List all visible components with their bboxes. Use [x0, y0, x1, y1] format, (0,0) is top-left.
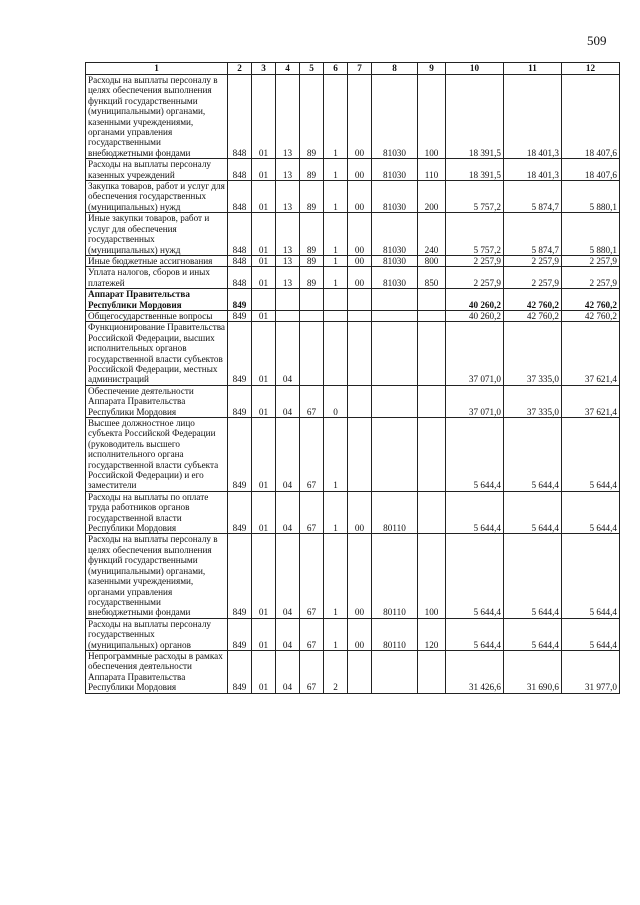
section-code: 01 — [252, 491, 276, 534]
amount-col-10: 40 260,2 — [446, 310, 504, 321]
expense-type-code — [418, 650, 446, 693]
amount-col-11: 2 257,9 — [504, 267, 562, 289]
program-code: 89 — [300, 255, 324, 266]
row-name: Закупка товаров, работ и услуг для обеспечения государственных (муниципальных) нужд — [86, 181, 228, 213]
row-name: Функционирование Правительства Российской Федерации, высших исполнительных органов государственной власти субъектов Российской Федерации, местных администраций — [86, 322, 228, 385]
subsection-code — [276, 310, 300, 321]
ministry-code: 849 — [228, 618, 252, 650]
program-code: 89 — [300, 181, 324, 213]
row-name: Уплата налогов, сборов и иных платежей — [86, 267, 228, 289]
measure-code: 00 — [348, 213, 372, 256]
subprogram-code: 1 — [324, 213, 348, 256]
amount-col-12: 18 407,6 — [562, 75, 620, 159]
section-code: 01 — [252, 75, 276, 159]
amount-col-12: 42 760,2 — [562, 289, 620, 311]
section-code: 01 — [252, 534, 276, 618]
amount-col-11: 5 874,7 — [504, 213, 562, 256]
subsection-code: 04 — [276, 418, 300, 492]
subprogram-code: 1 — [324, 181, 348, 213]
table-row — [86, 418, 620, 492]
measure-code — [348, 418, 372, 492]
row-name: Расходы на выплаты персоналу государственных (муниципальных) органов — [86, 618, 228, 650]
direction-code — [372, 289, 418, 311]
amount-col-12: 37 621,4 — [562, 322, 620, 385]
table-row — [86, 289, 620, 311]
program-code: 89 — [300, 75, 324, 159]
direction-code: 81030 — [372, 75, 418, 159]
expense-type-code: 800 — [418, 255, 446, 266]
subprogram-code: 2 — [324, 650, 348, 693]
expense-type-code: 850 — [418, 267, 446, 289]
program-code — [300, 289, 324, 311]
expense-type-code — [418, 289, 446, 311]
amount-col-12: 5 880,1 — [562, 181, 620, 213]
header-cell: 5 — [300, 63, 324, 75]
program-code — [300, 322, 324, 385]
section-code: 01 — [252, 255, 276, 266]
program-code: 89 — [300, 159, 324, 181]
program-code: 67 — [300, 418, 324, 492]
amount-col-11: 5 644,4 — [504, 491, 562, 534]
subsection-code: 04 — [276, 534, 300, 618]
subprogram-code — [324, 289, 348, 311]
ministry-code: 848 — [228, 213, 252, 256]
amount-col-12: 42 760,2 — [562, 310, 620, 321]
row-name: Иные бюджетные ассигнования — [86, 255, 228, 266]
direction-code: 80110 — [372, 534, 418, 618]
section-code: 01 — [252, 159, 276, 181]
amount-col-11: 5 644,4 — [504, 418, 562, 492]
header-cell: 2 — [228, 63, 252, 75]
amount-col-11: 5 874,7 — [504, 181, 562, 213]
section-code: 01 — [252, 322, 276, 385]
row-name: Расходы на выплаты персоналу казенных учреждений — [86, 159, 228, 181]
amount-col-12: 31 977,0 — [562, 650, 620, 693]
ministry-code: 849 — [228, 418, 252, 492]
amount-col-12: 5 644,4 — [562, 534, 620, 618]
subprogram-code — [324, 310, 348, 321]
amount-col-10: 5 757,2 — [446, 181, 504, 213]
amount-col-12: 37 621,4 — [562, 385, 620, 417]
program-code — [300, 310, 324, 321]
measure-code: 00 — [348, 255, 372, 266]
amount-col-11: 18 401,3 — [504, 75, 562, 159]
row-name: Непрограммные расходы в рамках обеспечения деятельности Аппарата Правительства Республики Мордовия — [86, 650, 228, 693]
subsection-code — [276, 289, 300, 311]
measure-code: 00 — [348, 159, 372, 181]
header-cell: 10 — [446, 63, 504, 75]
direction-code — [372, 310, 418, 321]
header-cell: 3 — [252, 63, 276, 75]
direction-code: 81030 — [372, 159, 418, 181]
direction-code — [372, 322, 418, 385]
section-code: 01 — [252, 618, 276, 650]
table-row — [86, 534, 620, 618]
expense-type-code — [418, 491, 446, 534]
ministry-code: 848 — [228, 75, 252, 159]
amount-col-10: 5 757,2 — [446, 213, 504, 256]
direction-code — [372, 650, 418, 693]
expense-type-code: 120 — [418, 618, 446, 650]
ministry-code: 849 — [228, 491, 252, 534]
measure-code: 00 — [348, 181, 372, 213]
amount-col-12: 5 644,4 — [562, 618, 620, 650]
amount-col-11: 18 401,3 — [504, 159, 562, 181]
header-cell: 6 — [324, 63, 348, 75]
header-cell: 1 — [86, 63, 228, 75]
amount-col-12: 18 407,6 — [562, 159, 620, 181]
expense-type-code — [418, 310, 446, 321]
measure-code: 00 — [348, 75, 372, 159]
ministry-code: 849 — [228, 289, 252, 311]
header-cell: 11 — [504, 63, 562, 75]
direction-code — [372, 418, 418, 492]
subsection-code: 13 — [276, 267, 300, 289]
row-name: Расходы на выплаты по оплате труда работников органов государственной власти Республики Мордовия — [86, 491, 228, 534]
measure-code — [348, 322, 372, 385]
amount-col-10: 18 391,5 — [446, 75, 504, 159]
subprogram-code: 1 — [324, 618, 348, 650]
table-row — [86, 618, 620, 650]
subsection-code: 13 — [276, 181, 300, 213]
amount-col-10: 2 257,9 — [446, 255, 504, 266]
expense-type-code: 100 — [418, 75, 446, 159]
amount-col-10: 37 071,0 — [446, 322, 504, 385]
ministry-code: 848 — [228, 181, 252, 213]
program-code: 67 — [300, 650, 324, 693]
subsection-code: 04 — [276, 385, 300, 417]
subsection-code: 04 — [276, 618, 300, 650]
measure-code — [348, 289, 372, 311]
table-row — [86, 322, 620, 385]
expense-type-code — [418, 385, 446, 417]
expense-type-code: 100 — [418, 534, 446, 618]
section-code — [252, 289, 276, 311]
row-name: Аппарат Правительства Республики Мордовия — [86, 289, 228, 311]
expense-type-code — [418, 418, 446, 492]
direction-code: 81030 — [372, 181, 418, 213]
row-name: Общегосударственные вопросы — [86, 310, 228, 321]
subsection-code: 04 — [276, 491, 300, 534]
amount-col-10: 40 260,2 — [446, 289, 504, 311]
amount-col-10: 5 644,4 — [446, 618, 504, 650]
header-cell: 4 — [276, 63, 300, 75]
subsection-code: 13 — [276, 255, 300, 266]
expense-type-code — [418, 322, 446, 385]
measure-code — [348, 310, 372, 321]
header-row — [86, 63, 620, 75]
subprogram-code: 1 — [324, 75, 348, 159]
direction-code: 81030 — [372, 213, 418, 256]
table-row — [86, 650, 620, 693]
amount-col-10: 5 644,4 — [446, 491, 504, 534]
ministry-code: 848 — [228, 159, 252, 181]
header-cell: 12 — [562, 63, 620, 75]
ministry-code: 849 — [228, 385, 252, 417]
row-name: Иные закупки товаров, работ и услуг для обеспечения государственных (муниципальных) нужд — [86, 213, 228, 256]
subsection-code: 13 — [276, 213, 300, 256]
measure-code: 00 — [348, 534, 372, 618]
amount-col-12: 5 880,1 — [562, 213, 620, 256]
table-row — [86, 255, 620, 266]
row-name: Расходы на выплаты персоналу в целях обеспечения выполнения функций государственными (муниципальными) органами, казенными учреждениями, органами управления государственными внебюджетными фондами — [86, 534, 228, 618]
program-code: 89 — [300, 213, 324, 256]
measure-code: 00 — [348, 491, 372, 534]
subprogram-code: 1 — [324, 534, 348, 618]
section-code: 01 — [252, 650, 276, 693]
expense-type-code: 110 — [418, 159, 446, 181]
amount-col-11: 42 760,2 — [504, 289, 562, 311]
amount-col-10: 31 426,6 — [446, 650, 504, 693]
direction-code — [372, 385, 418, 417]
table-row — [86, 267, 620, 289]
subprogram-code: 1 — [324, 159, 348, 181]
direction-code: 80110 — [372, 618, 418, 650]
amount-col-10: 5 644,4 — [446, 418, 504, 492]
subprogram-code: 0 — [324, 385, 348, 417]
row-name: Высшее должностное лицо субъекта Российской Федерации (руководитель высшего исполнительного органа государственной власти субъекта Российской Федерации) и его заместители — [86, 418, 228, 492]
page-number: 509 — [587, 33, 607, 48]
amount-col-11: 31 690,6 — [504, 650, 562, 693]
amount-col-12: 2 257,9 — [562, 255, 620, 266]
ministry-code: 849 — [228, 310, 252, 321]
table-row — [86, 213, 620, 256]
table-row — [86, 385, 620, 417]
direction-code: 81030 — [372, 267, 418, 289]
ministry-code: 848 — [228, 255, 252, 266]
program-code: 67 — [300, 618, 324, 650]
amount-col-12: 5 644,4 — [562, 418, 620, 492]
ministry-code: 849 — [228, 534, 252, 618]
header-cell: 9 — [418, 63, 446, 75]
row-name: Расходы на выплаты персоналу в целях обеспечения выполнения функций государственными (муниципальными) органами, казенными учреждениями, органами управления государственными внебюджетными фондами — [86, 75, 228, 159]
subsection-code: 04 — [276, 650, 300, 693]
section-code: 01 — [252, 213, 276, 256]
budget-table — [85, 62, 620, 694]
amount-col-12: 5 644,4 — [562, 491, 620, 534]
amount-col-10: 37 071,0 — [446, 385, 504, 417]
program-code: 89 — [300, 267, 324, 289]
amount-col-10: 18 391,5 — [446, 159, 504, 181]
measure-code — [348, 650, 372, 693]
direction-code: 81030 — [372, 255, 418, 266]
program-code: 67 — [300, 385, 324, 417]
section-code: 01 — [252, 181, 276, 213]
amount-col-12: 2 257,9 — [562, 267, 620, 289]
section-code: 01 — [252, 385, 276, 417]
measure-code: 00 — [348, 618, 372, 650]
subsection-code: 04 — [276, 322, 300, 385]
table-row — [86, 159, 620, 181]
table-body — [86, 75, 620, 694]
amount-col-11: 2 257,9 — [504, 255, 562, 266]
measure-code: 00 — [348, 267, 372, 289]
amount-col-11: 5 644,4 — [504, 618, 562, 650]
expense-type-code: 200 — [418, 181, 446, 213]
table-row — [86, 75, 620, 159]
ministry-code: 849 — [228, 650, 252, 693]
row-name: Обеспечение деятельности Аппарата Правительства Республики Мордовия — [86, 385, 228, 417]
subprogram-code: 1 — [324, 418, 348, 492]
expense-type-code: 240 — [418, 213, 446, 256]
amount-col-10: 2 257,9 — [446, 267, 504, 289]
section-code: 01 — [252, 418, 276, 492]
section-code: 01 — [252, 310, 276, 321]
amount-col-11: 42 760,2 — [504, 310, 562, 321]
table-row — [86, 491, 620, 534]
program-code: 67 — [300, 534, 324, 618]
amount-col-11: 5 644,4 — [504, 534, 562, 618]
subprogram-code: 1 — [324, 255, 348, 266]
program-code: 67 — [300, 491, 324, 534]
amount-col-10: 5 644,4 — [446, 534, 504, 618]
direction-code: 80110 — [372, 491, 418, 534]
header-cell: 8 — [372, 63, 418, 75]
subsection-code: 13 — [276, 75, 300, 159]
table-row — [86, 181, 620, 213]
header-cell: 7 — [348, 63, 372, 75]
subprogram-code: 1 — [324, 267, 348, 289]
section-code: 01 — [252, 267, 276, 289]
ministry-code: 848 — [228, 267, 252, 289]
subprogram-code — [324, 322, 348, 385]
table-row — [86, 310, 620, 321]
measure-code — [348, 385, 372, 417]
amount-col-11: 37 335,0 — [504, 322, 562, 385]
subsection-code: 13 — [276, 159, 300, 181]
subprogram-code: 1 — [324, 491, 348, 534]
ministry-code: 849 — [228, 322, 252, 385]
amount-col-11: 37 335,0 — [504, 385, 562, 417]
